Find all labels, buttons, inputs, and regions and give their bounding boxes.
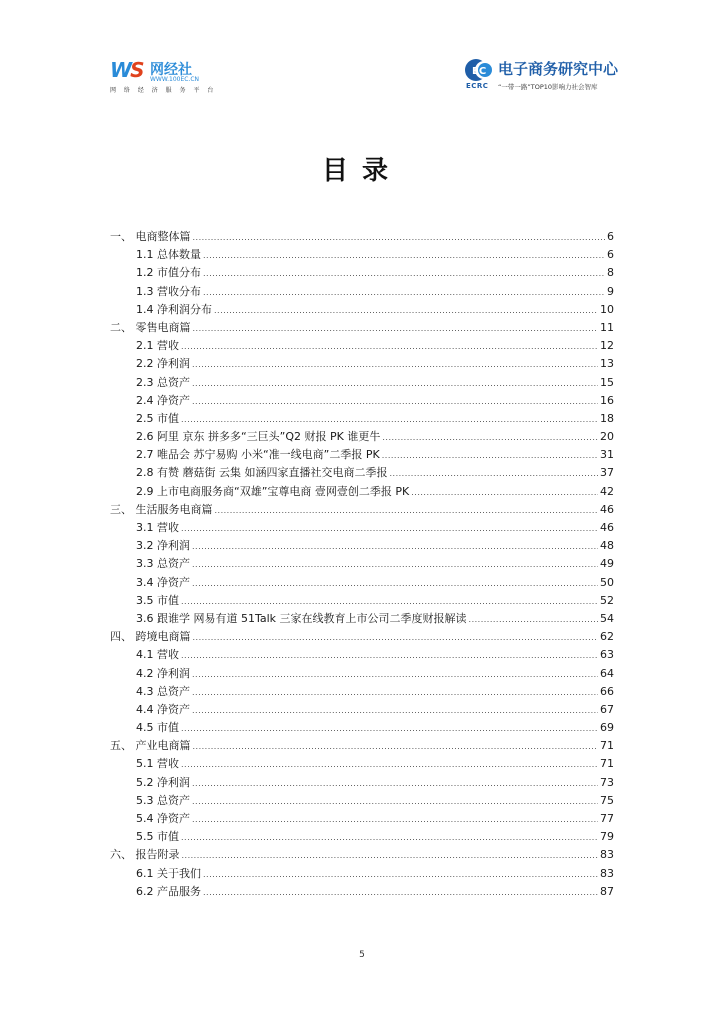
toc-leader-dots [192,702,598,720]
toc-entry-label: 二、 零售电商篇 [110,320,191,334]
toc-entry-label: 五、 产业电商篇 [110,739,191,753]
toc-entry-page: 46 [600,502,614,516]
toc-entry-page: 64 [600,666,614,680]
toc-entry-label: 3.2 净利润 [136,539,190,553]
toc-entry-page: 54 [600,611,614,625]
toc-subsection-entry[interactable] [110,610,614,628]
toc-leader-dots [411,484,598,502]
toc-leader-dots [192,775,598,793]
toc-entry-label: 3.5 市值 [136,593,179,607]
wjs-logo [110,56,230,96]
toc-entry-page: 8 [607,266,614,280]
toc-entry-page: 6 [607,248,614,262]
toc-subsection-entry[interactable] [110,246,614,264]
toc-section-entry[interactable] [110,846,614,864]
toc-leader-dots [181,520,598,538]
toc-leader-dots [181,829,598,847]
toc-leader-dots [192,684,598,702]
page-number: 5 [359,950,365,960]
toc-section-entry[interactable] [110,628,614,646]
toc-leader-dots [193,320,599,338]
toc-subsection-entry[interactable] [110,646,614,664]
toc-subsection-entry[interactable] [110,701,614,719]
toc-entry-page: 16 [600,393,614,407]
ecrc-tagline: “一带一路”TOP10影响力社会智库 [498,83,598,91]
toc-entry-label: 4.5 市值 [136,721,179,735]
toc-subsection-entry[interactable] [110,792,614,810]
toc-subsection-entry[interactable] [110,428,614,446]
toc-entry-page: 71 [600,739,614,753]
toc-entry-page: 49 [600,557,614,571]
toc-entry-label: 一、 电商整体篇 [110,230,191,243]
toc-entry-label: 四、 跨境电商篇 [110,630,191,644]
toc-entry-label: 六、 报告附录 [110,848,180,862]
toc-entry-page: 79 [600,830,614,844]
toc-entry-label: 4.1 营收 [136,648,179,662]
toc-entry-page: 63 [600,648,614,662]
toc-entry-page: 13 [600,357,614,371]
toc-entry-page: 62 [600,630,614,644]
toc-entry-label: 2.3 总资产 [136,375,190,389]
toc-subsection-entry[interactable] [110,337,614,355]
toc-leader-dots [203,265,605,283]
toc-subsection-entry[interactable] [110,683,614,701]
toc-subsection-entry[interactable] [110,755,614,773]
toc-subsection-entry[interactable] [110,264,614,282]
toc-section-entry[interactable] [110,501,614,519]
toc-entry-page: 50 [600,575,614,589]
toc-subsection-entry[interactable] [110,719,614,737]
wjs-logo-slogan: 网 络 经 济 服 务 平 台 [110,87,217,94]
toc-subsection-entry[interactable] [110,828,614,846]
toc-subsection-entry[interactable] [110,810,614,828]
toc-section-entry[interactable] [110,319,614,337]
toc-entry-label: 4.2 净利润 [136,666,190,680]
toc-subsection-entry[interactable] [110,574,614,592]
toc-leader-dots [469,611,598,629]
toc-subsection-entry[interactable] [110,446,614,464]
wjs-logo-name: 网经社 [150,62,192,78]
toc-leader-dots [181,647,598,665]
toc-subsection-entry[interactable] [110,410,614,428]
toc-subsection-entry[interactable] [110,519,614,537]
toc-entry-page: 10 [600,302,614,316]
toc-leader-dots [389,465,598,483]
toc-leader-dots [203,884,598,902]
toc-title: 目录 [321,156,402,186]
toc-subsection-entry[interactable] [110,665,614,683]
toc-entry-page: 15 [600,375,614,389]
toc-leader-dots [181,411,598,429]
toc-entry-page: 83 [600,848,614,862]
toc-subsection-entry[interactable] [110,464,614,482]
toc-entry-label: 5.3 总资产 [136,793,190,807]
toc-leader-dots [193,629,599,647]
wjs-logo-url: WWW.100EC.CN [150,76,200,83]
toc-leader-dots [182,847,599,865]
toc-entry-page: 42 [600,484,614,498]
ecrc-abbr: ECRC [466,82,489,90]
toc-subsection-entry[interactable] [110,865,614,883]
toc-entry-label: 6.1 关于我们 [136,866,201,880]
wjs-logo-mark: WS [110,58,143,82]
toc-subsection-entry[interactable] [110,883,614,901]
toc-entry-page: 18 [600,411,614,425]
toc-entry-label: 2.6 阿里 京东 拼多多“三巨头”Q2 财报 PK 谁更牛 [136,430,381,444]
toc-entry-label: 5.1 营收 [136,757,179,771]
toc-entry-label: 2.5 市值 [136,411,179,425]
toc-section-entry[interactable] [110,228,614,246]
toc-entry-label: 2.1 营收 [136,339,179,353]
toc-leader-dots [382,447,598,465]
toc-leader-dots [203,284,605,302]
toc-entry-page: 31 [600,448,614,462]
ecrc-logo [462,56,622,96]
toc-entry-label: 5.5 市值 [136,830,179,844]
toc-leader-dots [192,538,598,556]
toc-entry-page: 83 [600,866,614,880]
toc-leader-dots [382,429,598,447]
toc-leader-dots [193,738,599,756]
table-of-contents [110,228,614,901]
toc-entry-page: 73 [600,775,614,789]
toc-entry-page: 66 [600,684,614,698]
toc-entry-page: 69 [600,721,614,735]
toc-entry-label: 2.4 净资产 [136,393,190,407]
toc-entry-page: 75 [600,793,614,807]
toc-leader-dots [214,302,598,320]
toc-entry-label: 1.3 营收分布 [136,284,201,298]
page-header [0,56,724,96]
toc-entry-label: 1.1 总体数量 [136,248,201,262]
toc-leader-dots [192,793,598,811]
toc-subsection-entry[interactable] [110,392,614,410]
toc-subsection-entry[interactable] [110,301,614,319]
ecrc-badge-text: EC [472,66,487,77]
toc-leader-dots [192,575,598,593]
toc-leader-dots [192,666,598,684]
toc-leader-dots [181,338,598,356]
toc-leader-dots [203,247,605,265]
toc-leader-dots [181,756,598,774]
toc-entry-page: 52 [600,593,614,607]
toc-entry-page: 9 [607,284,614,298]
ecrc-name: 电子商务研究中心 [498,60,619,78]
toc-entry-page: 12 [600,339,614,353]
toc-subsection-entry[interactable] [110,592,614,610]
toc-entry-label: 5.4 净资产 [136,812,190,825]
toc-leader-dots [192,556,598,574]
toc-entry-label: 3.1 营收 [136,521,179,534]
toc-section-entry[interactable] [110,737,614,755]
toc-entry-label: 2.2 净利润 [136,357,190,371]
toc-entry-label: 1.2 市值分布 [136,266,201,280]
ecrc-badge-icon [464,58,494,82]
toc-entry-page: 87 [600,884,614,898]
toc-entry-label: 2.7 唯品会 苏宁易购 小米“准一线电商”二季报 PK [136,448,380,462]
toc-entry-page: 77 [600,812,614,825]
toc-subsection-entry[interactable] [110,555,614,573]
toc-entry-label: 1.4 净利润分布 [136,302,212,316]
toc-entry-label: 6.2 产品服务 [136,884,201,898]
toc-leader-dots [192,375,598,393]
toc-entry-label: 三、 生活服务电商篇 [110,502,213,516]
toc-subsection-entry[interactable] [110,537,614,555]
toc-subsection-entry[interactable] [110,374,614,392]
toc-entry-page: 37 [600,466,614,480]
toc-entry-label: 3.4 净资产 [136,575,190,589]
toc-entry-label: 2.9 上市电商服务商“双雄”宝尊电商 壹网壹创二季报 PK [136,484,410,498]
toc-entry-label: 4.4 净资产 [136,702,190,716]
toc-entry-label: 3.6 跟谁学 网易有道 51Talk 三家在线教育上市公司二季度财报解读 [136,611,467,625]
toc-leader-dots [181,593,598,611]
toc-entry-label: 4.3 总资产 [136,684,190,698]
toc-entry-page: 20 [600,430,614,444]
toc-subsection-entry[interactable] [110,774,614,792]
toc-leader-dots [181,720,598,738]
toc-entry-page: 67 [600,702,614,716]
toc-leader-dots [203,866,598,884]
toc-entry-page: 11 [600,320,614,334]
toc-leader-dots [192,811,598,829]
toc-leader-dots [193,229,606,247]
toc-subsection-entry[interactable] [110,355,614,373]
toc-entry-page: 46 [600,521,614,534]
toc-entry-label: 3.3 总资产 [136,557,190,571]
toc-subsection-entry[interactable] [110,483,614,501]
toc-entry-label: 2.8 有赞 蘑菇街 云集 如涵四家直播社交电商二季报 [136,466,388,480]
toc-entry-label: 5.2 净利润 [136,775,190,789]
toc-entry-page: 71 [600,757,614,771]
toc-entry-page: 48 [600,539,614,553]
toc-subsection-entry[interactable] [110,283,614,301]
toc-entry-page: 6 [607,230,614,243]
toc-leader-dots [192,356,598,374]
toc-leader-dots [215,502,599,520]
toc-leader-dots [192,393,598,411]
